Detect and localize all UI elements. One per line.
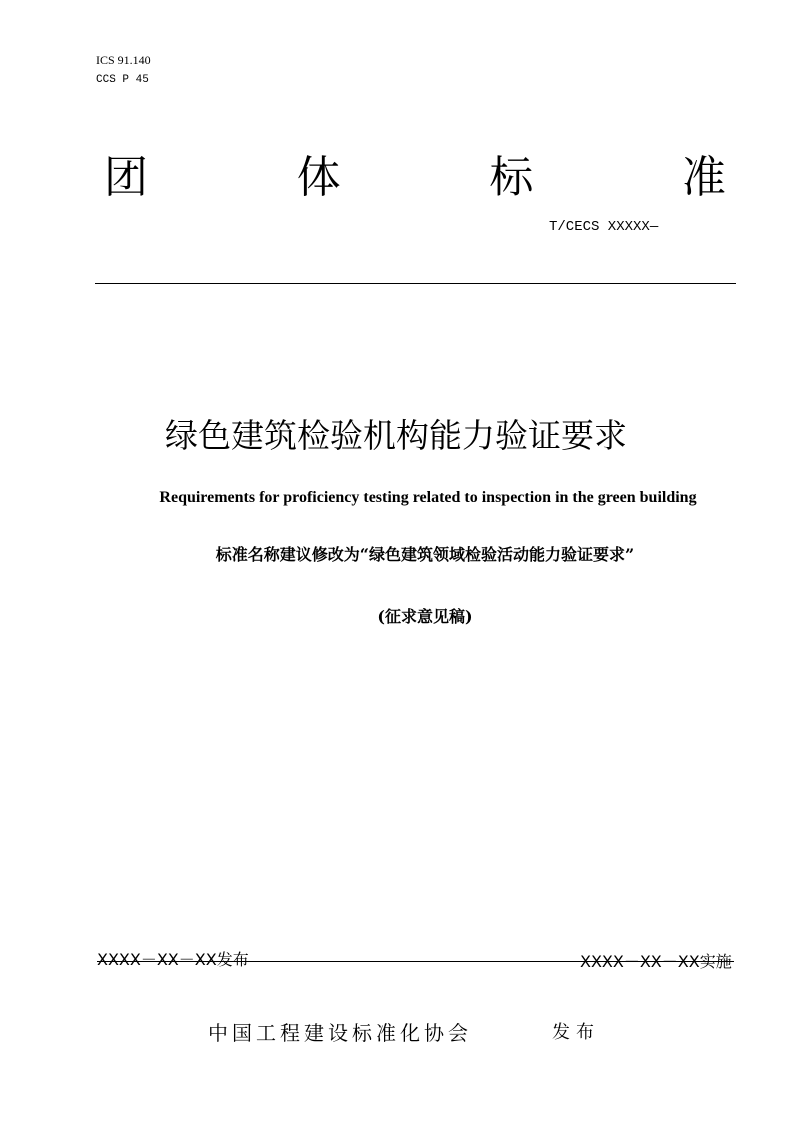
publish-label: 发布	[552, 1022, 600, 1043]
publisher-name: 中国工程建设标准化协会	[208, 1021, 472, 1045]
standard-type-heading	[104, 150, 726, 206]
standard-type-char: 标	[489, 152, 534, 203]
publish-date: XXXX－XX－XX发布	[97, 950, 249, 969]
standard-type-char: 团	[104, 152, 148, 203]
standard-number: T/CECS XXXXX—	[549, 219, 659, 235]
implementation-date: XXXX－XX－XX实施	[580, 952, 732, 971]
document-title-chinese: 绿色建筑检验机构能力验证要求	[165, 416, 627, 455]
ics-code: ICS 91.140	[96, 53, 151, 67]
ccs-code: CCS P 45	[96, 74, 149, 86]
draft-status-label: (征求意见稿)	[377, 607, 473, 626]
standard-type-char: 准	[681, 152, 726, 203]
top-divider	[95, 283, 736, 284]
rename-suggestion: 标准名称建议修改为“绿色建筑领域检验活动能力验证要求”	[215, 545, 635, 564]
document-title-english: Requirements for proficiency testing related to inspection in the green building	[159, 489, 697, 506]
standard-type-char: 体	[296, 152, 341, 203]
